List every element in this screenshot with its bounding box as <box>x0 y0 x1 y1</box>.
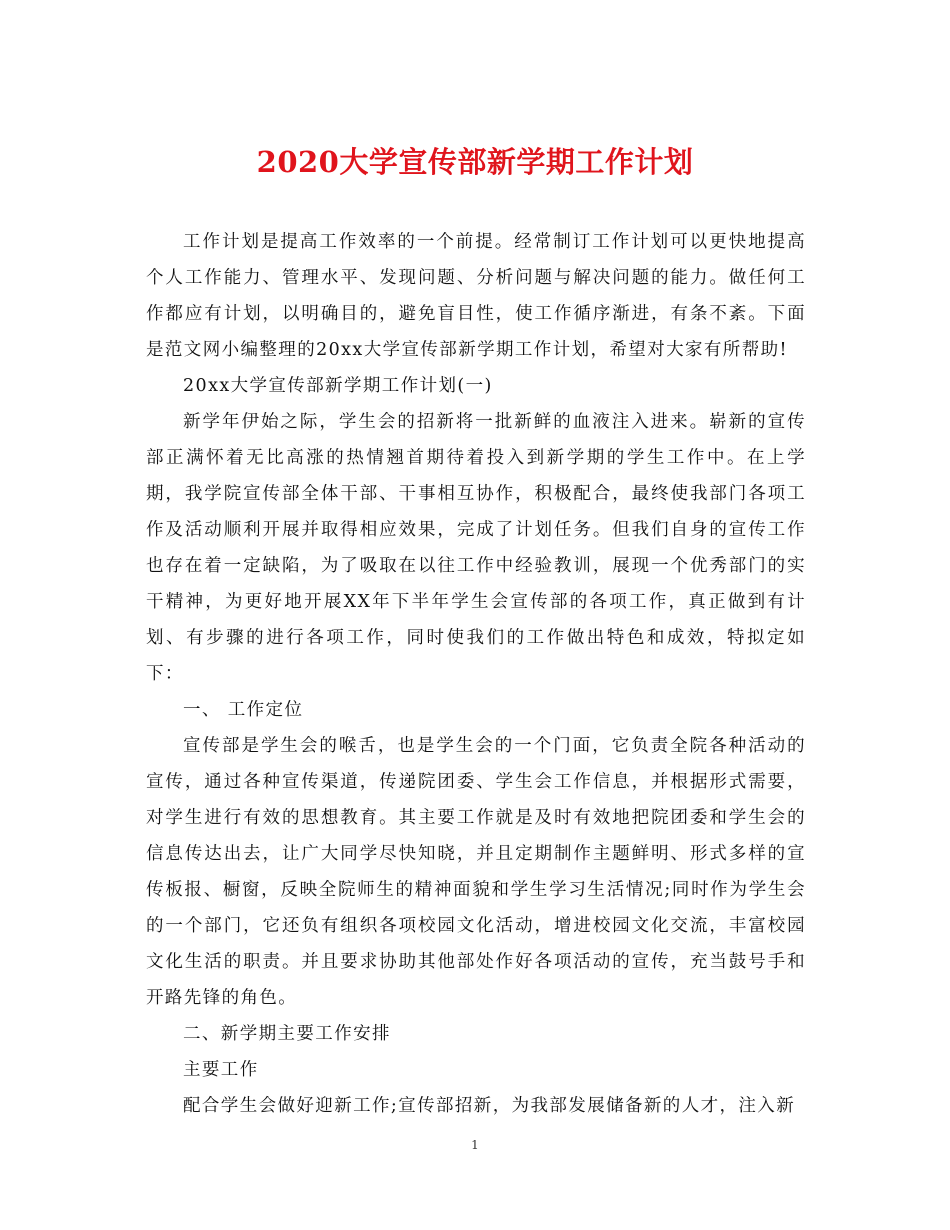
section-heading-positioning: 一、 工作定位 <box>183 700 304 720</box>
page-number: 1 <box>471 1138 479 1152</box>
section-heading-arrangement: 二、新学期主要工作安排 <box>183 1024 391 1044</box>
subheading-main-work: 主要工作 <box>183 1060 259 1080</box>
main-work-paragraph: 配合学生会做好迎新工作;宣传部招新，为我部发展储备新的人才，注入新 <box>183 1096 796 1116</box>
positioning-paragraph: 宣传部是学生会的喉舌，也是学生会的一个门面，它负责全院各种活动的宣传，通过各种宣传渠道，传递院团委、学生会工作信息，并根据形式需要，对学生进行有效的思想教育。其主要工作就是及时有效地把院团委和学生会的信息传达出去，让广大同学尽快知晓，并且定期制作主题鲜明、形式多样的宣传板报、橱窗，反映全院师生的精神面貌和学生学习生活情况;同时作为学生会的一个部门，它还负有组织各项校园文化活动，增进校园文化交流，丰富校园文化生活的职责。并且要求协助其他部处作好各项活动的宣传，充当鼓号手和开路先锋的角色。 <box>146 736 806 1008</box>
background-paragraph: 新学年伊始之际，学生会的招新将一批新鲜的血液注入进来。崭新的宣传部正满怀着无比高涨的热情翘首期待着投入到新学期的学生工作中。在上学期，我学院宣传部全体干部、干事相互协作，积极配合，最终使我部门各项工作及活动顺利开展并取得相应效果，完成了计划任务。但我们自身的宣传工作也存在着一定缺陷，为了吸取在以往工作中经验教训，展现一个优秀部门的实干精神，为更好地开展XX年下半年学生会宣传部的各项工作，真正做到有计划、有步骤的进行各项工作，同时使我们的工作做出特色和成效，特拟定如下： <box>146 412 806 684</box>
intro-paragraph: 工作计划是提高工作效率的一个前提。经常制订工作计划可以更快地提高个人工作能力、管理水平、发现问题、分析问题与解决问题的能力。做任何工作都应有计划，以明确目的，避免盲目性，使工作循序渐进，有条不紊。下面是范文网小编整理的20xx大学宣传部新学期工作计划，希望对大家有所帮助! <box>146 232 806 360</box>
section-heading-plan-one: 20xx大学宣传部新学期工作计划(一) <box>183 376 493 396</box>
document-body <box>146 224 806 1124</box>
document-title: 2020大学宣传部新学期工作计划 <box>256 145 694 179</box>
